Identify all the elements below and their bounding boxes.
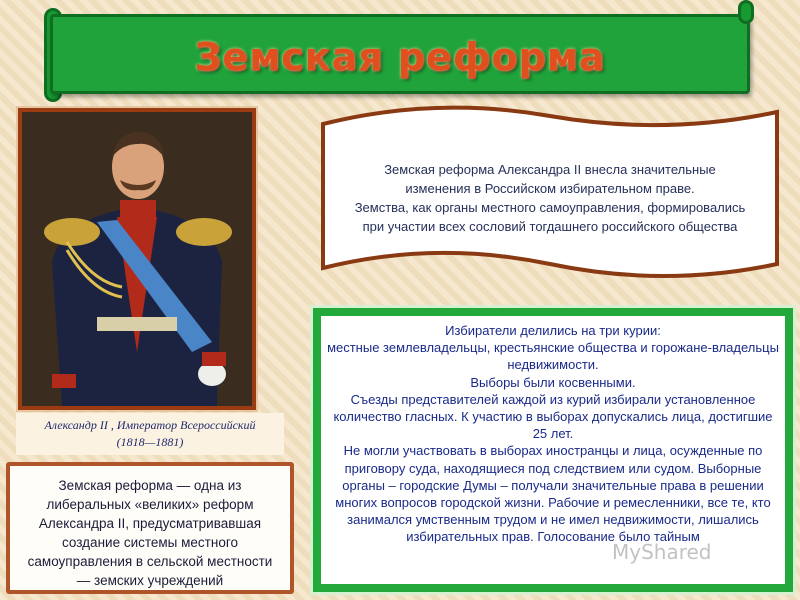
indirect-elections: Выборы были косвенными. [470, 374, 636, 390]
scroll-text [315, 160, 785, 236]
emperor-portrait-illustration [22, 112, 252, 406]
congress-info: Съезды представителей каждой из курий избирали установленное количество гласных. К участию в выборах допускались лица, достигшие 25 лет. [333, 391, 773, 442]
watermark: MyShared [612, 540, 712, 564]
portrait-image [22, 112, 252, 406]
page-title: Земская реформа [194, 35, 606, 79]
scroll-line-4: при участии всех сословий тогдашнего российского общества [362, 219, 738, 234]
title-banner [50, 14, 750, 94]
banner-curl-right [738, 0, 754, 24]
portrait-caption [16, 413, 284, 455]
curia-list: местные землевладельцы, крестьянские общества и горожане-владельцы недвижимости. [327, 340, 779, 373]
scroll-banner [315, 102, 785, 280]
scroll-line-1: Земская реформа Александра II внесла значительные [384, 162, 716, 177]
curia-heading: Избиратели делились на три курии: [445, 323, 661, 338]
reform-definition-text: Земская реформа — одна из либеральных «великих» реформ Александра II, предусматривавшая создание системы местного самоуправления в сельской местности — земских учреждений [27, 478, 273, 588]
scroll-line-2: изменения в Российском избирательном праве. [405, 181, 695, 196]
elections-info-box [310, 305, 796, 595]
caption-years: (1818—1881) [116, 435, 184, 449]
reform-definition-box [6, 462, 294, 594]
scroll-line-3: Земства, как органы местного самоуправления, формировались [354, 200, 746, 215]
caption-name: Александр II , Император Всероссийский [44, 418, 256, 432]
elections-info-content [321, 316, 785, 584]
restrictions-info: Не могли участвовать в выборах иностранцы и лица, осужденные по приговору суда, находящиеся под следствием или судом. Выборные органы – городские Думы – получали значительные права в решении многих вопросов городской жизни. Рабочие и ремесленники, все те, кто занимался умственным трудом и не имел недвижимости, лишались избирательных прав. Голосование было тайным [335, 443, 771, 545]
portrait-frame [16, 106, 258, 412]
